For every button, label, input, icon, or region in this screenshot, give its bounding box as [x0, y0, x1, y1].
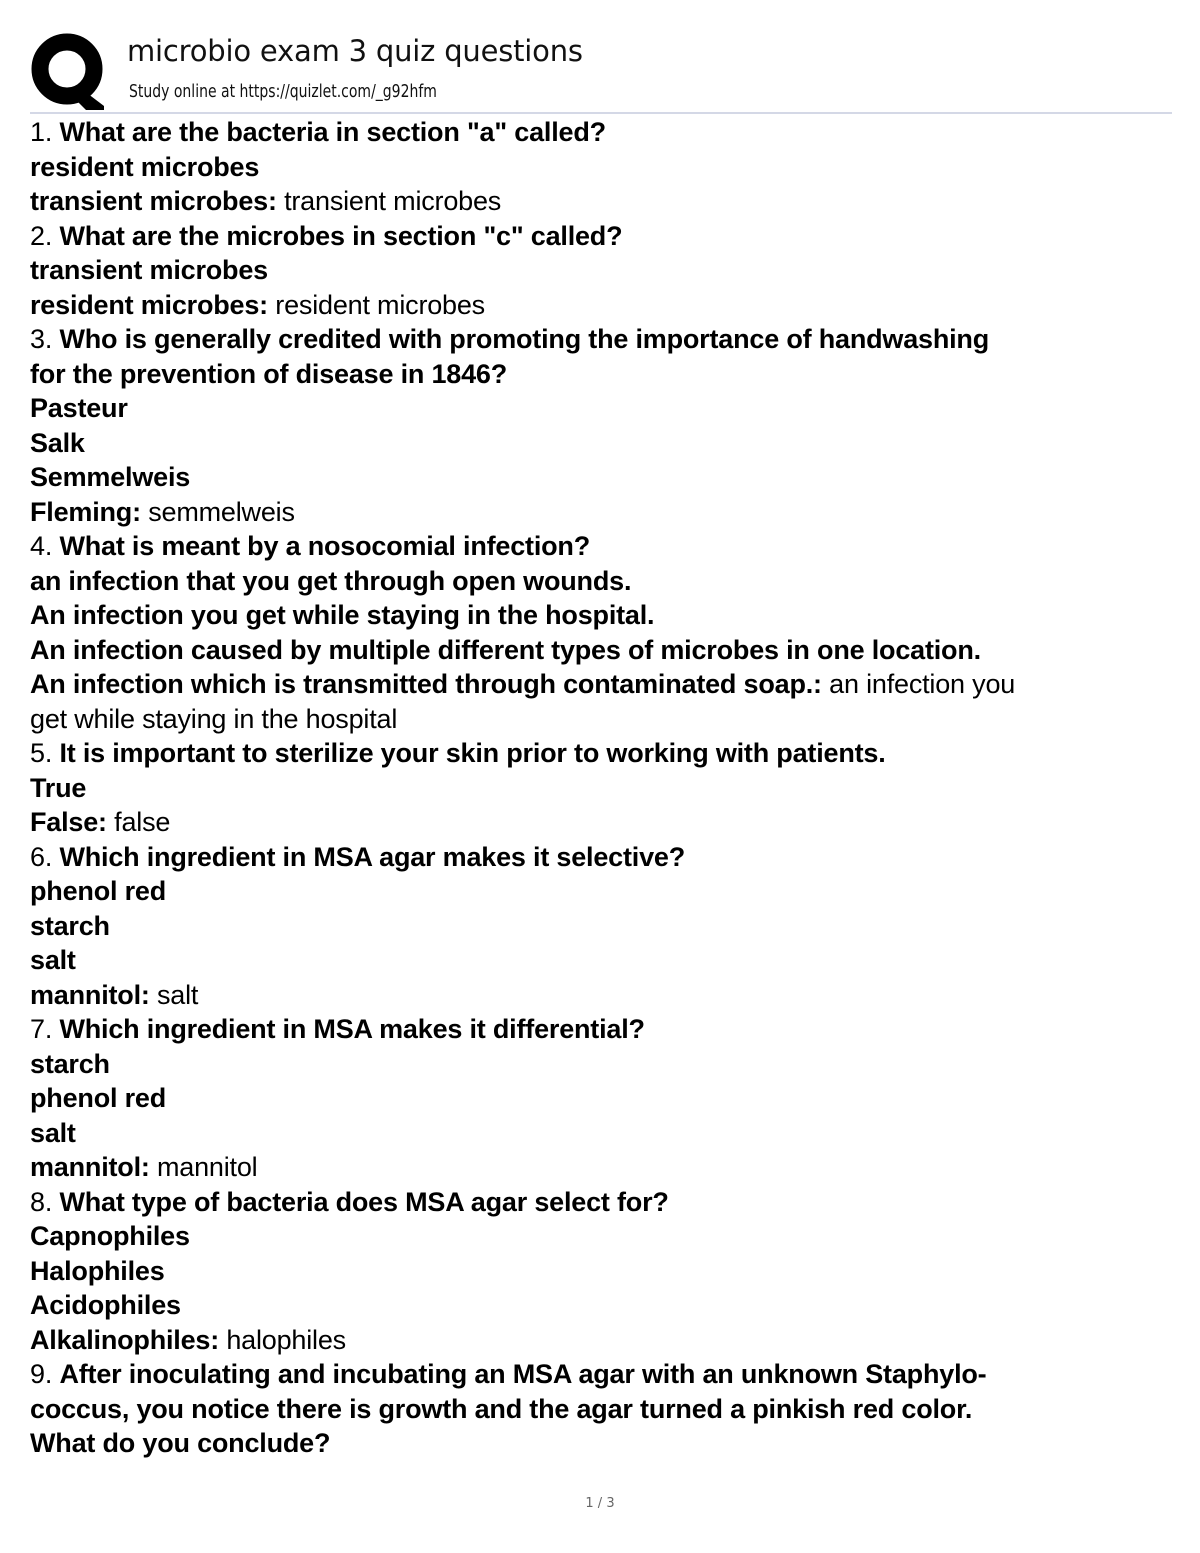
option: phenol red: [30, 876, 167, 906]
question-text: Which ingredient in MSA makes it differential?: [59, 1014, 645, 1044]
option: Alkalinophiles:: [30, 1324, 220, 1355]
option: Salk: [30, 427, 85, 458]
page-header: [30, 30, 1172, 112]
question-1: 1. What are the bacteria in section "a" called?: [30, 117, 606, 147]
answer: an infection you: [829, 669, 1016, 699]
question-text: After inoculating and incubating an MSA agar with an unknown Staphylo-: [59, 1359, 987, 1389]
option: transient microbes: [30, 255, 268, 285]
question-text: What type of bacteria does MSA agar select for?: [59, 1186, 669, 1217]
option: starch: [30, 1048, 110, 1079]
option: resident microbes: [30, 151, 260, 182]
question-text: What are the microbes in section "c" called?: [59, 220, 623, 251]
header-divider: [30, 112, 1172, 114]
question-6: 6. Which ingredient in MSA agar makes it selective?: [30, 841, 686, 872]
option: mannitol:: [30, 1152, 150, 1182]
option: Halophiles: [30, 1255, 165, 1286]
answer-line: [30, 667, 1180, 702]
answer-line: [30, 978, 1180, 1013]
question-4: 4. What is meant by a nosocomial infection?: [30, 531, 591, 561]
answer: resident microbes: [275, 289, 485, 320]
option: Fleming:: [30, 496, 141, 527]
question-5: 5. It is important to sterilize your skin prior to working with patients.: [30, 738, 886, 768]
option: False:: [30, 807, 107, 837]
answer-line: [30, 288, 1180, 323]
option: mannitol:: [30, 979, 150, 1010]
answer-line: [30, 495, 1180, 530]
option: salt: [30, 945, 76, 975]
question-9: 9. After inoculating and incubating an MSA agar with an unknown Staphylo-: [30, 1359, 987, 1389]
question-3: 3. Who is generally credited with promoting the importance of handwashing: [30, 324, 990, 354]
option: Capnophiles: [30, 1221, 190, 1251]
option: transient microbes:: [30, 186, 277, 216]
question-text-continued: coccus, you notice there is growth and the agar turned a pinkish red color.: [30, 1393, 973, 1424]
answer-line: [30, 805, 1180, 840]
document-title: microbio exam 3 quiz questions: [127, 34, 583, 68]
option: An infection you get while staying in the hospital.: [30, 600, 655, 630]
page-number: 1 / 3: [585, 1496, 615, 1511]
quiz-content: [30, 115, 1180, 1461]
answer-line: [30, 1150, 1180, 1185]
answer-line: [30, 1323, 1180, 1358]
question-text: What are the bacteria in section "a" called?: [59, 117, 606, 147]
question-text: What is meant by a nosocomial infection?: [59, 531, 591, 561]
answer: salt: [157, 979, 199, 1010]
answer-line: [30, 184, 1180, 219]
option: Semmelweis: [30, 462, 191, 492]
option: An infection caused by multiple different types of microbes in one location.: [30, 634, 981, 665]
answer: halophiles: [226, 1324, 346, 1355]
study-online-link[interactable]: Study online at https://quizlet.com/_g92hfm: [129, 82, 437, 102]
question-7: 7. Which ingredient in MSA makes it differential?: [30, 1014, 645, 1044]
option: Acidophiles: [30, 1290, 181, 1320]
answer: mannitol: [157, 1152, 258, 1182]
question-8: 8. What type of bacteria does MSA agar select for?: [30, 1186, 669, 1217]
question-text: Who is generally credited with promoting the importance of handwashing: [59, 324, 990, 354]
option: an infection that you get through open wounds.: [30, 565, 632, 596]
option: Pasteur: [30, 393, 128, 423]
option: True: [30, 772, 87, 803]
option: An infection which is transmitted through contaminated soap.:: [30, 669, 822, 699]
quizlet-logo-icon: [30, 32, 108, 110]
answer-continued: get while staying in the hospital: [30, 703, 398, 734]
option: salt: [30, 1117, 76, 1148]
option: resident microbes:: [30, 289, 268, 320]
answer: false: [114, 807, 171, 837]
question-text: Which ingredient in MSA agar makes it selective?: [59, 841, 686, 872]
question-2: 2. What are the microbes in section "c" called?: [30, 220, 623, 251]
question-text: It is important to sterilize your skin prior to working with patients.: [59, 738, 886, 768]
answer: semmelweis: [148, 496, 295, 527]
option: starch: [30, 910, 110, 941]
answer: transient microbes: [284, 186, 502, 216]
question-text-continued: What do you conclude?: [30, 1428, 331, 1458]
option: phenol red: [30, 1083, 167, 1113]
question-text-continued: for the prevention of disease in 1846?: [30, 358, 508, 389]
